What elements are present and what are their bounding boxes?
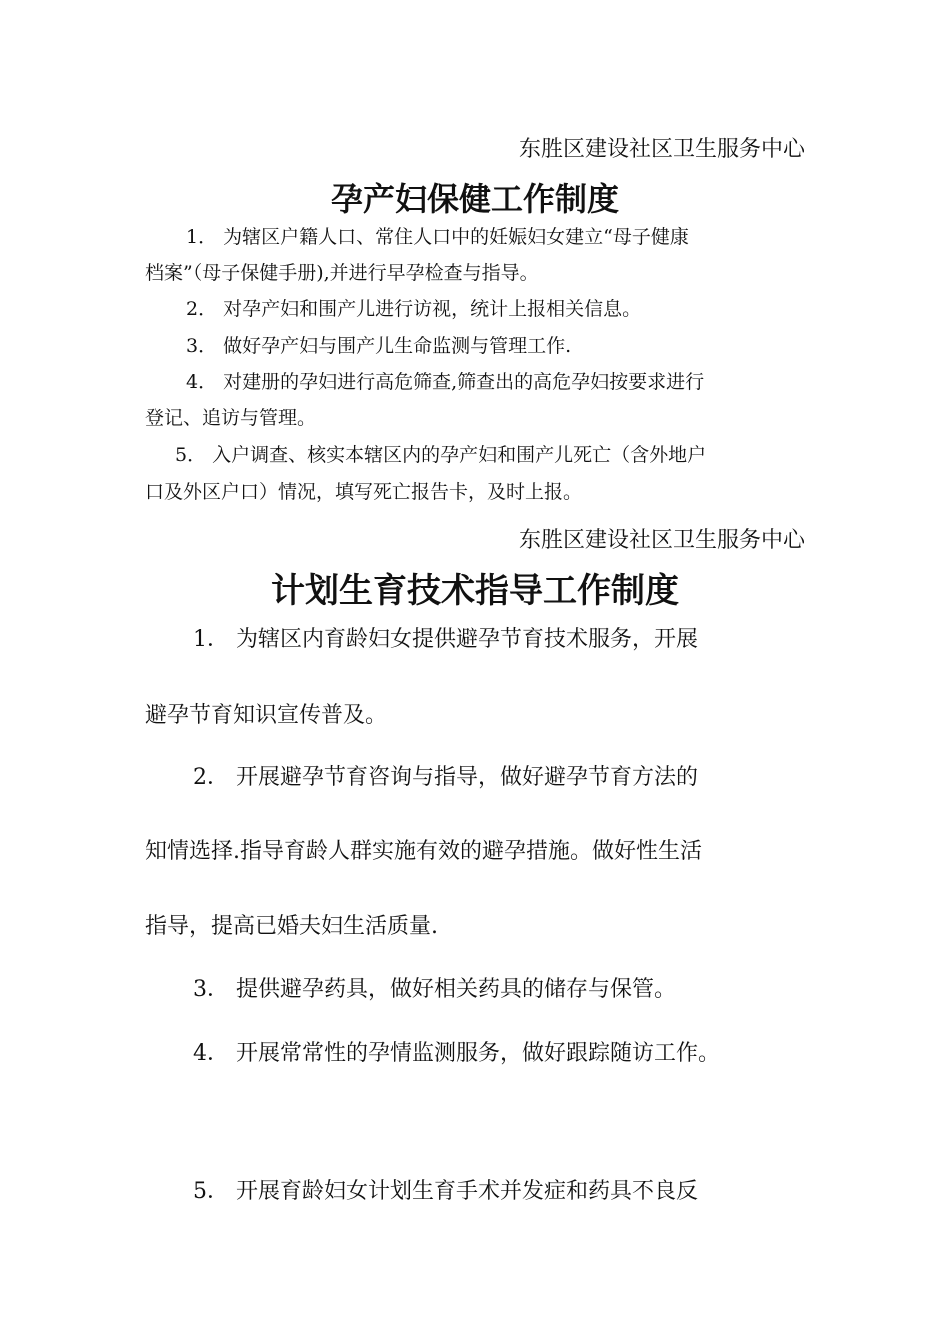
- item-number: 4．: [193, 1041, 229, 1066]
- rule-item-3: [193, 974, 676, 1006]
- rule-item-2: [193, 762, 698, 794]
- item-number: 2．: [186, 298, 218, 320]
- rule-item-4: [186, 368, 704, 396]
- rule-item-2: [186, 295, 641, 323]
- item-text-continued: 知情选择.指导育龄人群实施有效的避孕措施。做好性生活: [145, 839, 702, 864]
- item-text-continued: 口及外区户口）情况，填写死亡报告卡，及时上报。: [145, 481, 583, 503]
- item-number: 1．: [193, 627, 229, 652]
- item-text: 入户调查、核实本辖区内的孕产妇和围产儿死亡（含外地户: [212, 444, 707, 466]
- item-text: 做好孕产妇与围产儿生命监测与管理工作.: [223, 335, 572, 357]
- item-number: 3．: [193, 977, 229, 1002]
- item-text: 对孕产妇和围产儿进行访视，统计上报相关信息。: [223, 298, 642, 320]
- rule-item-3: [186, 332, 571, 360]
- item-number: 4．: [186, 371, 218, 393]
- item-text-continued: 登记、追访与管理。: [145, 407, 317, 429]
- item-text-continued: 避孕节育知识宣传普及。: [145, 703, 388, 728]
- item-number: 5．: [175, 444, 207, 466]
- item-text-continued: 档案”（母子保健手册),并进行早孕检查与指导。: [145, 262, 539, 284]
- section-title: 计划生育技术指导工作制度: [271, 571, 679, 611]
- item-text: 开展育龄妇女计划生育手术并发症和药具不良反: [236, 1179, 699, 1204]
- item-text: 为辖区户籍人口、常住人口中的妊娠妇女建立“母子健康: [223, 226, 689, 248]
- item-number: 3．: [186, 335, 218, 357]
- rule-item-1: [186, 223, 689, 251]
- item-number: 1．: [186, 226, 218, 248]
- item-text: 开展常常性的孕情监测服务，做好跟踪随访工作。: [236, 1041, 721, 1066]
- item-text: 开展避孕节育咨询与指导，做好避孕节育方法的: [236, 765, 699, 790]
- rule-item-5: [175, 441, 706, 469]
- item-number: 2．: [193, 765, 229, 790]
- rule-item-5: [193, 1176, 698, 1208]
- item-text: 对建册的孕妇进行高危筛查,筛查出的高危孕妇按要求进行: [223, 371, 705, 393]
- item-text: 为辖区内育龄妇女提供避孕节育技术服务，开展: [236, 627, 699, 652]
- item-text: 提供避孕药具，做好相关药具的储存与保管。: [236, 977, 677, 1002]
- rule-item-1: [193, 624, 698, 656]
- organization-name: 东胜区建设社区卫生服务中心: [518, 137, 805, 162]
- organization-name: 东胜区建设社区卫生服务中心: [518, 528, 805, 553]
- section-title: 孕产妇保健工作制度: [330, 180, 619, 218]
- rule-item-4: [193, 1038, 720, 1070]
- item-text-continued: 指导，提高已婚夫妇生活质量.: [145, 914, 438, 939]
- item-number: 5．: [193, 1179, 229, 1204]
